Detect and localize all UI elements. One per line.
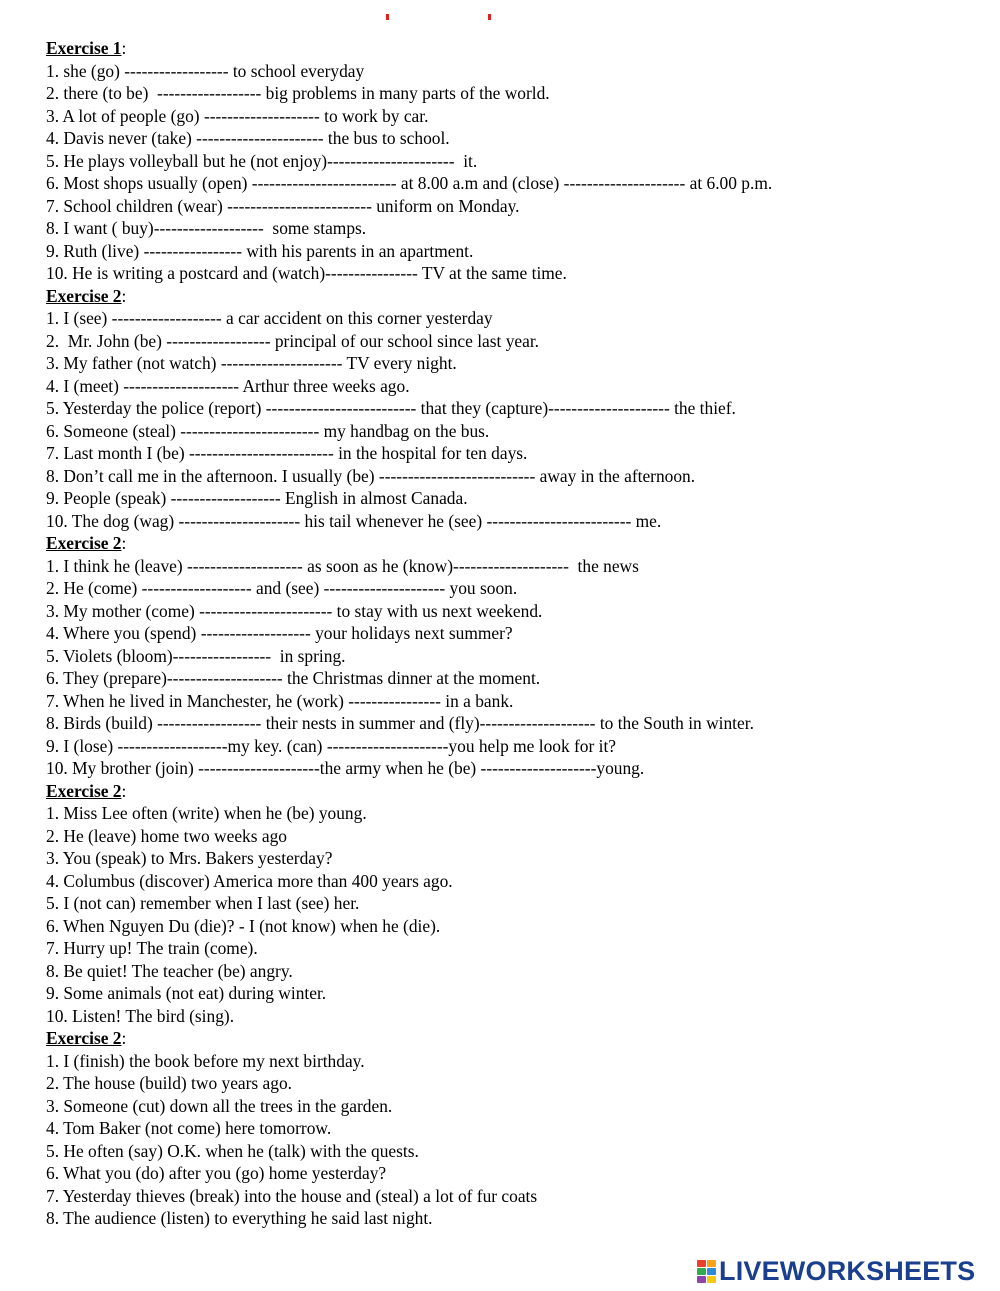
header-marks — [0, 14, 1000, 34]
exercise-item: 5. I (not can) remember when I last (see) her. — [46, 893, 360, 913]
exercise-item: 10. He is writing a postcard and (watch)---------------- TV at the same time. — [46, 263, 567, 283]
exercise-item: 5. Violets (bloom)----------------- in spring. — [46, 645, 346, 666]
exercise-item: 5. He often (say) O.K. when he (talk) with the quests. — [46, 1140, 419, 1161]
exercise-title: Exercise 2 — [46, 780, 122, 801]
exercise-item: 6. When Nguyen Du (die)? - I (not know) when he (die). — [46, 915, 441, 936]
exercise-item: 3. You (speak) to Mrs. Bakers yesterday? — [46, 848, 333, 868]
exercise-item: 10. The dog (wag) --------------------- his tail whenever he (see) ------------------------- me. — [46, 510, 662, 531]
exercise-item: 4. Where you (spend) ------------------- your holidays next summer? — [46, 623, 513, 643]
exercise-item: 8. Be quiet! The teacher (be) angry. — [46, 960, 293, 981]
exercise-item: 9. I (lose) -------------------my key. (can) ---------------------you help me look for it? — [46, 735, 617, 756]
exercise-item: 9. Ruth (live) ----------------- with his parents in an apartment. — [46, 240, 474, 261]
exercise-item: 3. A lot of people (go) -------------------- to work by car. — [46, 105, 429, 126]
exercise-item: 1. I (see) ------------------- a car accident on this corner yesterday — [46, 308, 493, 328]
exercise-heading: Exercise 1: — [46, 38, 127, 58]
exercise-item: 6. They (prepare)-------------------- the Christmas dinner at the moment. — [46, 668, 541, 688]
exercise-title: Exercise 1 — [46, 38, 122, 58]
red-mark — [386, 14, 389, 20]
logo-block — [707, 1260, 716, 1267]
exercise-item: 7. Yesterday thieves (break) into the house and (steal) a lot of fur coats — [46, 1185, 538, 1206]
exercise-item: 7. School children (wear) ------------------------- uniform on Monday. — [46, 195, 520, 216]
logo-block — [707, 1268, 716, 1275]
exercise-heading: Exercise 2: — [46, 1028, 127, 1048]
exercise-item: 3. Someone (cut) down all the trees in the garden. — [46, 1095, 393, 1116]
exercise-list — [46, 37, 986, 1230]
exercise-title: Exercise 2 — [46, 533, 122, 553]
exercise-item: 8. The audience (listen) to everything he said last night. — [46, 1208, 433, 1228]
liveworksheets-logo — [697, 1254, 975, 1288]
exercise-item: 9. Some animals (not eat) during winter. — [46, 983, 327, 1003]
exercise-item: 2. He (leave) home two weeks ago — [46, 825, 287, 846]
exercise-item: 6. Most shops usually (open) ------------------------- at 8.00 a.m and (close) --------------------- at 6.00 p.m. — [46, 173, 773, 193]
logo-block — [707, 1276, 716, 1283]
exercise-heading: Exercise 2: — [46, 285, 127, 306]
exercise-item: 2. The house (build) two years ago. — [46, 1073, 292, 1093]
exercise-item: 8. I want ( buy)------------------- some stamps. — [46, 218, 367, 238]
logo-block — [697, 1268, 706, 1275]
exercise-item: 5. He plays volleyball but he (not enjoy)---------------------- it. — [46, 150, 478, 171]
exercise-item: 4. Davis never (take) ---------------------- the bus to school. — [46, 128, 450, 148]
exercise-item: 1. I think he (leave) -------------------- as soon as he (know)-------------------- the news — [46, 555, 639, 576]
exercise-item: 10. Listen! The bird (sing). — [46, 1005, 235, 1026]
exercise-item: 2. there (to be) ------------------ big problems in many parts of the world. — [46, 83, 550, 103]
exercise-item: 2. Mr. John (be) ------------------ principal of our school since last year. — [46, 330, 540, 351]
exercise-item: 6. Someone (steal) ------------------------ my handbag on the bus. — [46, 420, 490, 441]
exercise-item: 5. Yesterday the police (report) -------------------------- that they (capture)--------------------- the thief. — [46, 398, 736, 418]
exercise-item: 1. Miss Lee often (write) when he (be) young. — [46, 803, 367, 823]
exercise-title: Exercise 2 — [46, 1028, 122, 1048]
exercise-item: 7. Hurry up! The train (come). — [46, 938, 258, 958]
exercise-heading: Exercise 2: — [46, 533, 127, 553]
logo-text: LIVEWORKSHEETS — [719, 1255, 976, 1286]
exercise-item: 7. Last month I (be) ------------------------- in the hospital for ten days. — [46, 443, 528, 463]
exercise-item: 9. People (speak) ------------------- English in almost Canada. — [46, 488, 468, 508]
exercise-item: 3. My mother (come) ----------------------- to stay with us next weekend. — [46, 600, 543, 621]
exercise-item: 8. Don’t call me in the afternoon. I usually (be) --------------------------- away in the afternoon. — [46, 465, 696, 486]
exercise-title: Exercise 2 — [46, 285, 122, 306]
exercise-item: 4. Columbus (discover) America more than 400 years ago. — [46, 870, 453, 891]
exercise-heading: Exercise 2: — [46, 780, 127, 801]
exercise-item: 7. When he lived in Manchester, he (work) ---------------- in a bank. — [46, 690, 514, 711]
exercise-item: 6. What you (do) after you (go) home yesterday? — [46, 1163, 387, 1183]
exercise-item: 10. My brother (join) ---------------------the army when he (be) --------------------young. — [46, 758, 645, 778]
logo-block — [697, 1276, 706, 1283]
exercise-item: 1. she (go) ------------------ to school everyday — [46, 60, 365, 81]
exercise-item: 1. I (finish) the book before my next birthday. — [46, 1050, 365, 1071]
exercise-item: 4. I (meet) -------------------- Arthur three weeks ago. — [46, 375, 410, 396]
exercise-item: 4. Tom Baker (not come) here tomorrow. — [46, 1118, 332, 1138]
logo-blocks-icon — [697, 1260, 716, 1283]
exercise-item: 2. He (come) ------------------- and (see) --------------------- you soon. — [46, 578, 518, 598]
exercise-item: 3. My father (not watch) --------------------- TV every night. — [46, 353, 457, 373]
logo-block — [697, 1260, 706, 1267]
exercise-item: 8. Birds (build) ------------------ their nests in summer and (fly)-------------------- to the South in winter. — [46, 713, 754, 733]
red-mark — [488, 14, 491, 20]
